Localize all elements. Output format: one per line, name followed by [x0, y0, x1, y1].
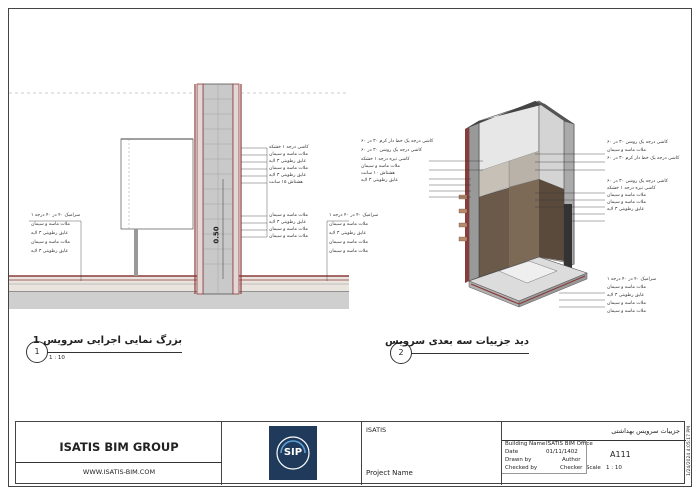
annotation-text: کاشی درجه یک روشن ۳۰ در ۶۰	[361, 148, 422, 153]
field-label: Building Name	[505, 441, 546, 447]
company-logo	[269, 426, 317, 480]
annotation-text: ملات ماسه و سیمان	[607, 301, 646, 306]
annotation-text: کاشی درجه ۱ خشکه	[269, 145, 309, 150]
annotation-text: عایق رطوبتی ۳ لایه	[329, 231, 367, 236]
project-company: ISATIS	[366, 426, 387, 434]
scale-value: 1 : 10	[606, 465, 622, 471]
sheet-fields	[502, 440, 686, 485]
annotation-text: ملات ماسه و سیمان	[269, 234, 308, 239]
annotation-text: عایق رطوبتی ۳ لایه	[269, 173, 307, 178]
annotation-text: ملات ماسه و سیمان	[31, 222, 70, 227]
sheet-info-cell	[502, 422, 686, 485]
annotation-text: ملات ماسه و سیمان	[269, 166, 308, 171]
field-label: Date	[505, 449, 519, 455]
view-2-3d	[359, 9, 693, 369]
annotation-text: عایق رطوبتی ۳ لایه	[31, 249, 69, 254]
annotation-text: کاشی تیره درجه ۱ خشکه	[607, 186, 656, 191]
company-divider	[16, 462, 222, 463]
annotation-text: ملات ماسه و سیمان	[607, 148, 646, 153]
dimension-label: 0.50	[212, 226, 221, 244]
sheet-title: جزییات سرویس بهداشتی	[611, 427, 680, 435]
annotation-text: ملات ماسه و سیمان	[269, 213, 308, 218]
annotation-text: ملات ماسه و سیمان	[329, 222, 368, 227]
annotation-text: هشتاش ۱۰ سانت	[361, 171, 395, 176]
company-website: WWW.ISATIS-BIM.COM	[82, 468, 156, 476]
logo-text: SIP	[283, 447, 303, 458]
annotation-text: ملات ماسه و سیمان	[361, 164, 400, 169]
field-value: 01/11/1402	[546, 449, 578, 455]
view-title-underline	[411, 353, 529, 354]
project-cell	[362, 422, 502, 485]
annotation-text: عایق رطوبتی ۳ لایه	[269, 159, 307, 164]
annotation-text: عایق رطوبتی ۳ لایه	[31, 231, 69, 236]
annotation-text: ملات ماسه و سیمان	[607, 285, 646, 290]
view-scale: 1 : 10	[49, 355, 65, 361]
annotation-text: کاشی درجه یک روشن ۳۰ در ۶۰	[607, 140, 668, 145]
annotation-text: ملات ماسه و سیمان	[269, 227, 308, 232]
annotation-text: عایق رطوبتی ۳ لایه	[607, 207, 645, 212]
logo-cell	[222, 422, 362, 485]
annotation-text: ملات ماسه و سیمان	[607, 193, 646, 198]
annotation-text: کاشی درجه یک خط دار کرم ۳۰ در ۶۰	[361, 139, 434, 144]
sheet-number: A111	[610, 450, 631, 459]
annotation-text: کاشی درجه یک روشن ۳۰ در ۶۰	[607, 179, 668, 184]
view-number-badge: 1	[26, 341, 48, 363]
annotation-text: عایق رطوبتی ۳ لایه	[361, 178, 399, 183]
view-title: دید جزییات سه بعدی سرویس	[384, 336, 529, 347]
annotation-text: ملات ماسه و سیمان	[269, 152, 308, 157]
annotation-text: سرامیک ۴۰ در ۴۰ درجه ۱	[31, 213, 81, 218]
field-value: Checker	[560, 465, 583, 471]
view-title: بزرگ نمایی اجرایی سرویس 1	[32, 335, 182, 346]
annotation-text: ملات ماسه و سیمان	[607, 309, 646, 314]
field-grid	[502, 440, 587, 474]
annotation-text: هشتاش ۱۵ سانت	[269, 180, 303, 185]
annotation-text: ملات ماسه و سیمان	[329, 240, 368, 245]
annotation-text: ملات ماسه و سیمان	[607, 200, 646, 205]
annotation-text: کاشی درجه یک خط دار کرم ۳۰ در ۶۰	[607, 156, 680, 161]
annotation-text: ملات ماسه و سیمان	[31, 240, 70, 245]
company-name: ISATIS BIM GROUP	[59, 440, 179, 454]
annotation-text: سرامیک ۴۰ در ۴۰ درجه ۱	[329, 213, 379, 218]
field-label: Drawn by	[505, 457, 532, 463]
print-timestamp: 1/24/2024 4:05:17 PM	[687, 426, 692, 476]
annotation-text: ملات ماسه و سیمان	[329, 249, 368, 254]
field-value: Author	[562, 457, 581, 463]
scale-label: Scale	[586, 465, 601, 471]
view-number-badge: 2	[390, 342, 412, 364]
annotation-text: عایق رطوبتی ۳ لایه	[269, 220, 307, 225]
field-value: ISATIS BIM Office	[546, 441, 593, 447]
view-title-underline	[47, 352, 182, 353]
field-label: Checked by	[505, 465, 538, 471]
title-block	[15, 421, 685, 484]
company-cell	[16, 422, 222, 485]
annotation-text: کاشی تیره درجه ۱ خشکه	[361, 157, 410, 162]
drawing-sheet	[8, 8, 692, 487]
annotation-text: عایق رطوبتی ۳ لایه	[607, 293, 645, 298]
annotation-text: سرامیک ۴۰ در ۴۰ درجه ۱	[607, 277, 657, 282]
project-name-label: Project Name	[366, 469, 413, 477]
